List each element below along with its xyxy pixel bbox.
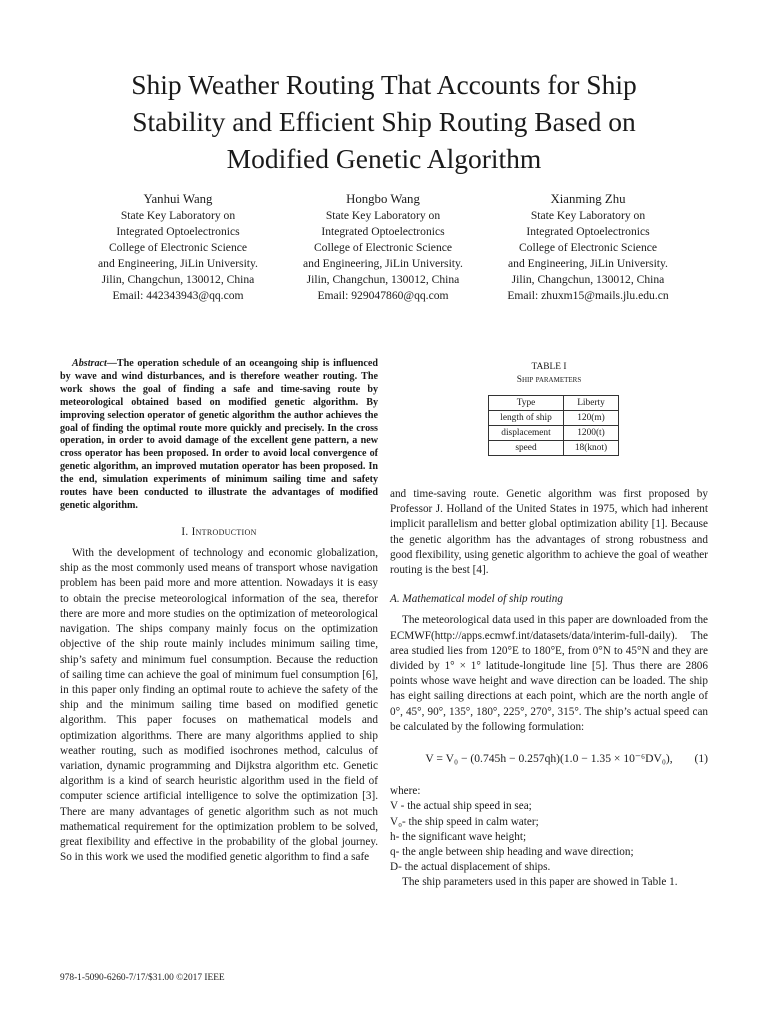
author-block [473, 191, 703, 304]
author-affiliation-line: and Engineering, JiLin University. [508, 257, 668, 270]
author-affiliation-line: State Key Laboratory on [530, 209, 646, 222]
table-row [489, 411, 619, 426]
author-name: Hongbo Wang [346, 192, 420, 206]
author-affiliation-line: College of Electronic Science [313, 241, 453, 254]
author-email: Email: 442343943@qq.com [112, 289, 244, 302]
table-cell: speed [489, 441, 564, 456]
definition-item: V₀- the ship speed in calm water; [390, 815, 539, 828]
formula-expression: V = V₀ − (0.745h − 0.257qh)(1.0 − 1.35 × 10⁻⁶DV₀), [425, 752, 673, 766]
definition-item: V - the actual ship speed in sea; [390, 800, 532, 813]
author-name: Xianming Zhu [550, 192, 626, 206]
table-title: Ship parameters [516, 374, 582, 385]
speed-formula [390, 751, 708, 766]
abstract-paragraph [60, 358, 378, 513]
definition-item: D- the actual displacement of ships. [390, 861, 551, 874]
author-affiliation-line: Integrated Optoelectronics [321, 225, 445, 238]
title-line-3: Modified Genetic Algorithm [226, 143, 542, 174]
author-affiliation-line: Jilin, Changchun, 130012, China [101, 273, 255, 286]
author-affiliation-line: and Engineering, JiLin University. [303, 257, 463, 270]
right-column [390, 487, 708, 891]
table-cell: Type [489, 396, 564, 411]
author-affiliation-line: State Key Laboratory on [325, 209, 441, 222]
author-affiliation-line: Jilin, Changchun, 130012, China [306, 273, 460, 286]
table-cell: 1200(t) [564, 426, 619, 441]
definition-item: q- the angle between ship heading and wave direction; [390, 846, 634, 859]
where-label: where: [390, 785, 421, 798]
author-name: Yanhui Wang [143, 192, 213, 206]
author-affiliation-line: Integrated Optoelectronics [526, 225, 650, 238]
abstract-text: —The operation schedule of an oceangoing ship is influenced by wave and wind disturbances, and is therefore weather routing. The work shows the goal of finding a safe and time-saving route by meteorological obtained based on modified genetic algorithm. By improving selection operator of genetic algorithm the author achieves the goal of finding the optimal route more quickly and precisely. In the cross operation, in order to avoid damage of the excellent gene pattern, a new cross operator has been proposed. In order to avoid local convergence of genetic algorithm, an improved mutation operator has been proposed. In the end, simulation experiments of minimum sailing time and safety routes have been conducted to illustrate the advantages of modified genetic algorithm. [60, 358, 378, 511]
table-caption [390, 361, 708, 386]
table-cell: length of ship [489, 411, 564, 426]
author-affiliation-line: College of Electronic Science [108, 241, 248, 254]
data-paragraph: The meteorological data used in this paper are downloaded from the ECMWF(http://apps.ecmwf.int/datasets/data/interim-full-daily). The area studied lies from 120°E to 180°E, from 0°N to 45°N and they are divided by 1° × 1° latitude-longitude line [5]. Thus there are 2806 points whose wave height and wave direction can be loaded. The ship has eight sailing directions at each point, which are the north angle of 0°, 45°, 90°, 135°, 180°, 225°, 270°, 315°. The ship’s actual speed can be calculated by the following formulation: [390, 614, 708, 733]
title-line-2: Stability and Efficient Ship Routing Based on [132, 106, 636, 137]
table-row [489, 396, 619, 411]
author-block [63, 191, 293, 304]
table-row [489, 441, 619, 456]
author-block [268, 191, 498, 304]
table-row [489, 426, 619, 441]
continuation-paragraph: and time-saving route. Genetic algorithm was first proposed by Professor J. Holland of the United States in 1975, which had inherent implicit parallelism and better global optimization ability [1]. Because the genetic algorithm has the advantages of strong robustness and good flexibility, using genetic algorithm to achieve the goal of weather routing is the best [4]. [390, 488, 708, 577]
abstract-label: Abstract [72, 358, 107, 369]
copyright-footer: 978-1-5090-6260-7/17/$31.00 ©2017 IEEE [60, 973, 225, 983]
author-affiliation-line: Jilin, Changchun, 130012, China [511, 273, 665, 286]
ship-parameters-table [488, 395, 619, 456]
definition-item: h- the significant wave height; [390, 830, 527, 843]
section-title: Introduction [191, 525, 257, 538]
table-cell: 18(knot) [564, 441, 619, 456]
author-affiliation-line: State Key Laboratory on [120, 209, 236, 222]
section-heading-introduction [60, 525, 378, 540]
author-affiliation-line: College of Electronic Science [518, 241, 658, 254]
variable-definitions [390, 784, 708, 875]
title-line-1: Ship Weather Routing That Accounts for Ship [131, 69, 637, 100]
formula-number: (1) [694, 752, 708, 766]
section-number: I. [181, 525, 189, 538]
author-affiliation-line: Integrated Optoelectronics [116, 225, 240, 238]
table-cell: Liberty [564, 396, 619, 411]
table-cell: 120(m) [564, 411, 619, 426]
author-affiliation-line: and Engineering, JiLin University. [98, 257, 258, 270]
closing-paragraph: The ship parameters used in this paper are showed in Table 1. [402, 876, 678, 889]
introduction-paragraph: With the development of technology and economic globalization, ship as the most commonly used means of transport whose navigation problem has been paid more and more attention. Nowadays it is easy to obtain the precise meteorological information of the sea, therefor there are more and more studies on the optimization of meteorological navigation. The ships company mainly focus on the optimization objective of the ship route mainly includes minimum sailing time, ship’s safety and minimum fuel consumption. Because the reduction of sailing time can achieve the goal of minimum fuel consumption [6], in this paper only finding an optimal route to achieve the safety of the ship and the minimum sailing time based on modified genetic algorithm. This paper focuses on mathematical models and optimization algorithms. There are many algorithms applied to ship weather routing, such as modified isochrones method, calculus of variation, dynamic programming and Dijkstra algorithm etc. Genetic algorithm is a kind of search heuristic algorithm used in the field of computer science artificial intelligence to solve the optimization [3]. There are many advantages of genetic algorithm such as not much mathematical requirement for the optimization problem to be solved, great flexibility and effective in the probability of the global journey. So in this work we used the modified genetic algorithm to find a safe [60, 547, 378, 864]
left-column [60, 358, 378, 865]
author-email: Email: 929047860@qq.com [317, 289, 449, 302]
author-email: Email: zhuxm15@mails.jlu.edu.cn [507, 289, 669, 302]
table-cell: displacement [489, 426, 564, 441]
subsection-heading: A. Mathematical model of ship routing [390, 593, 563, 606]
abstract [60, 358, 378, 513]
table-label: TABLE I [531, 362, 567, 372]
paper-title [60, 66, 708, 177]
